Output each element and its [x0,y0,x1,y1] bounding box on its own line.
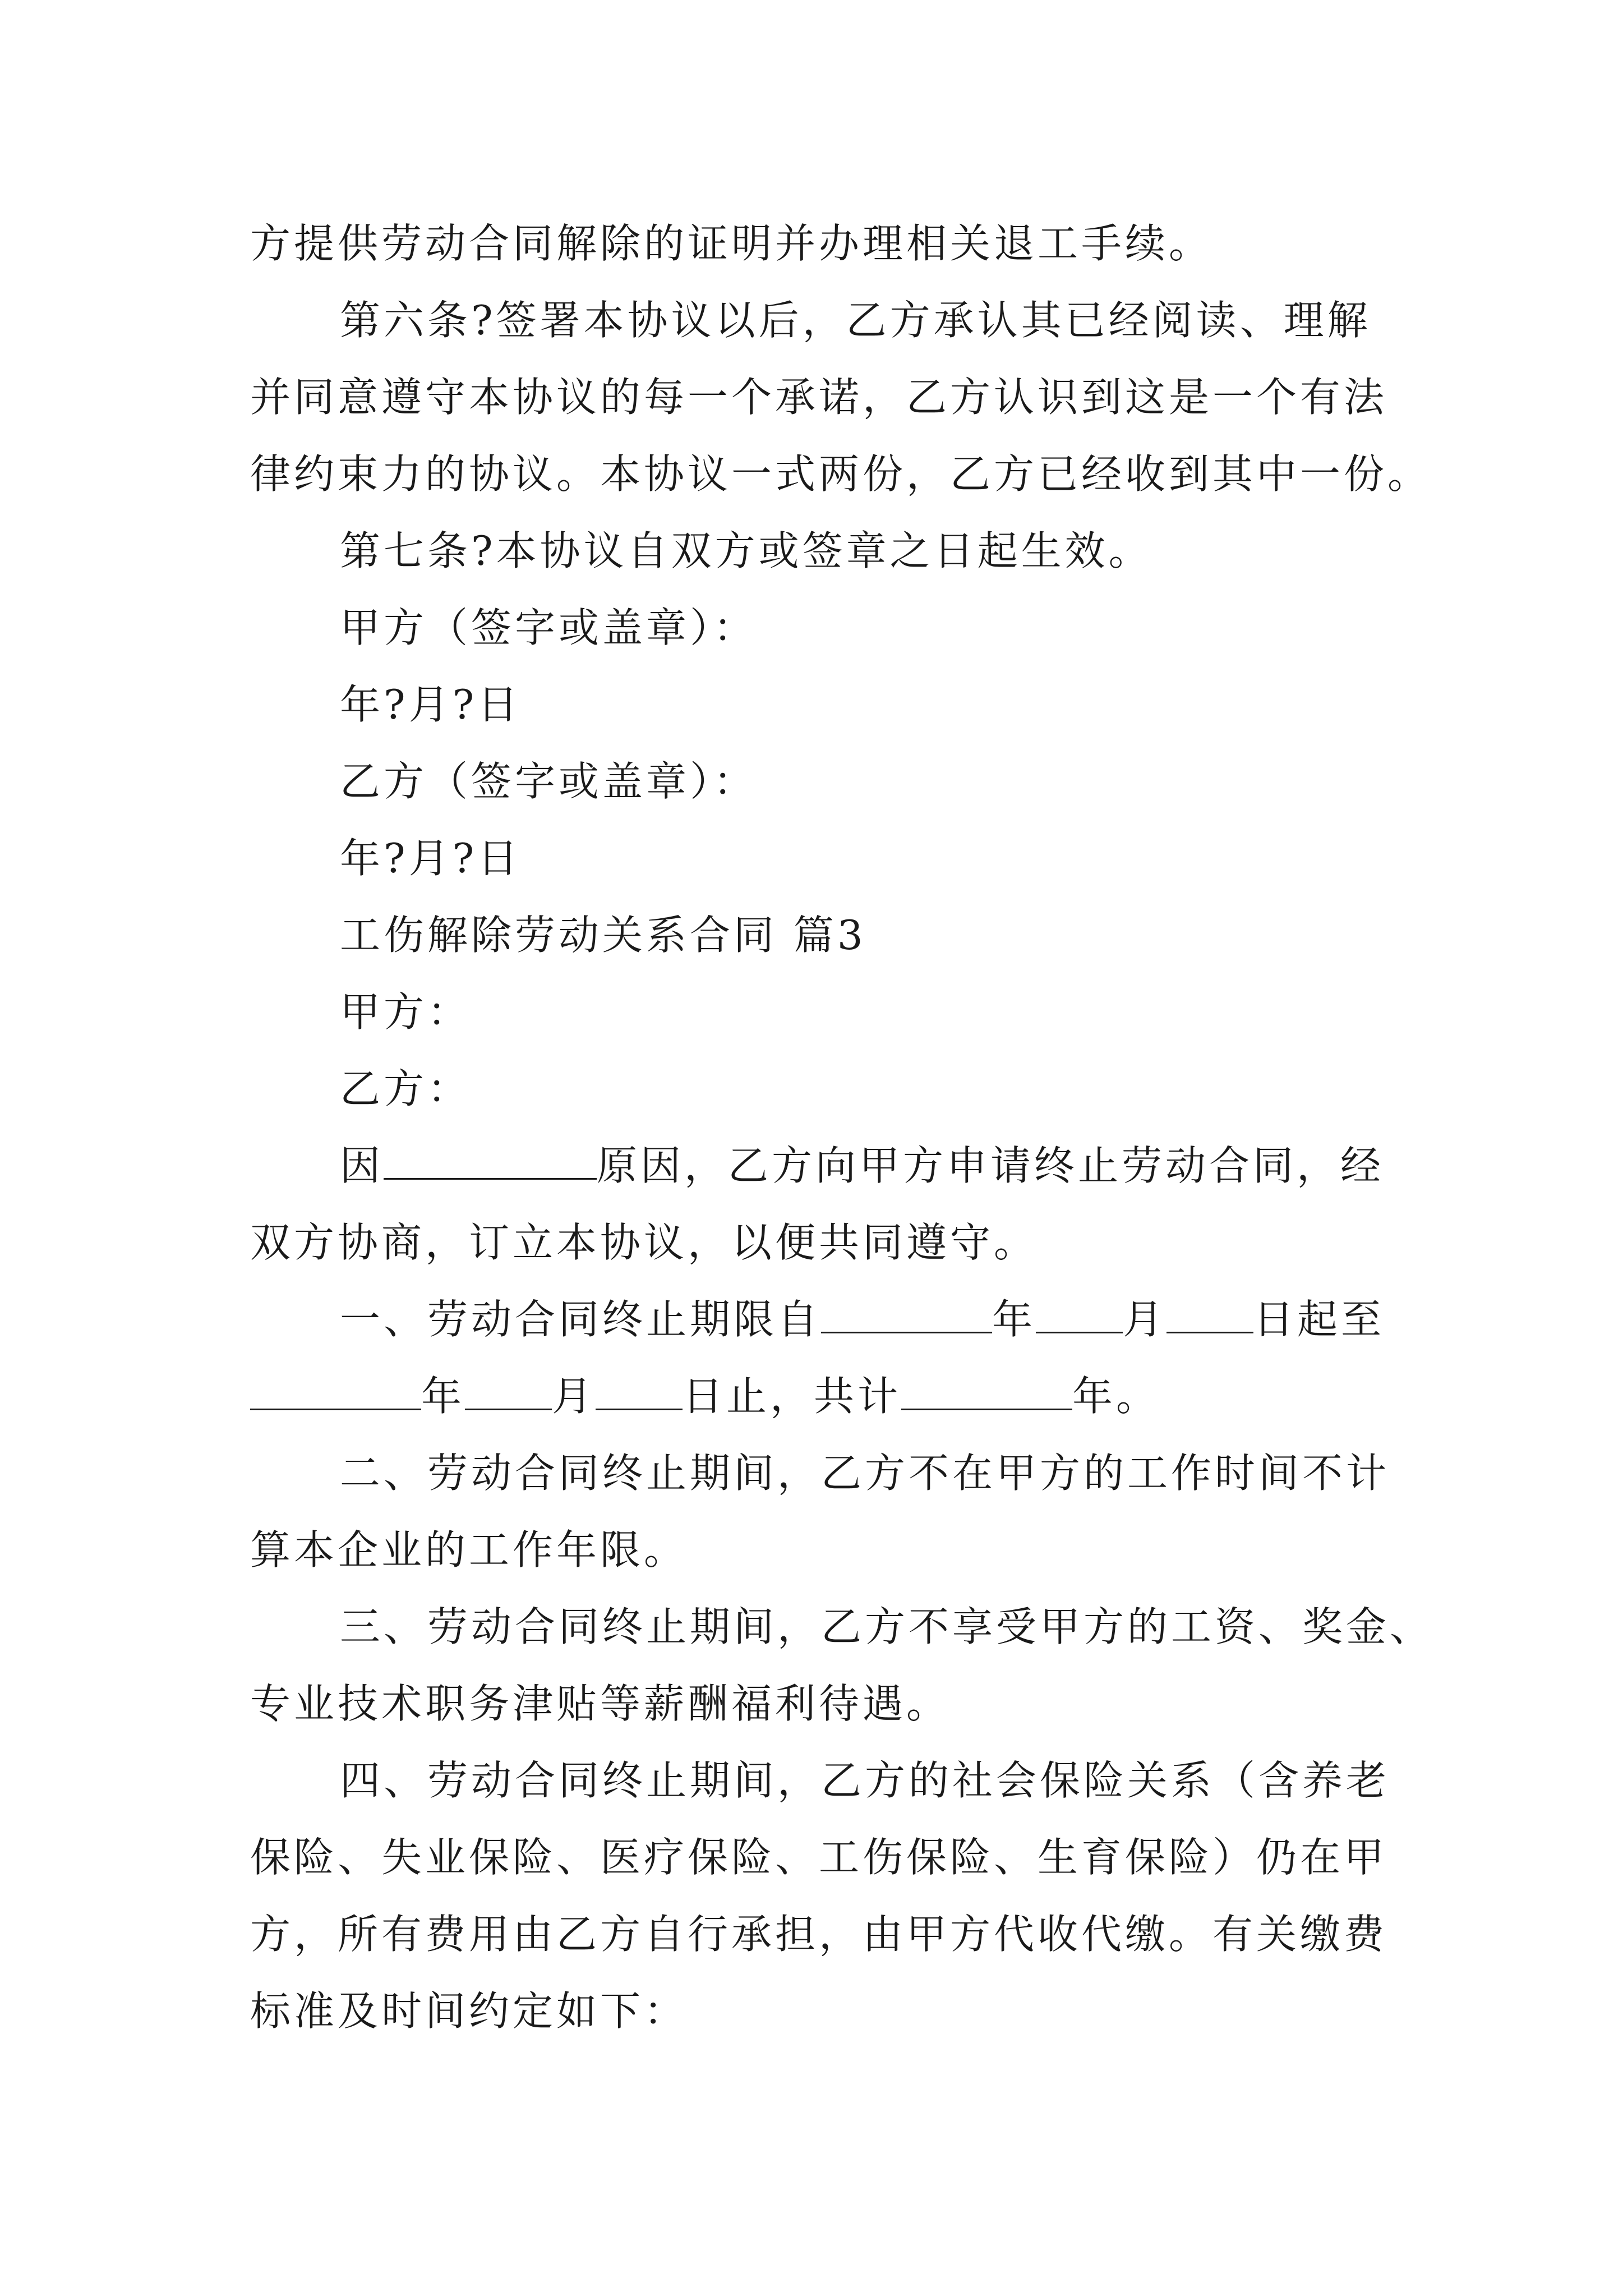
text-line: 方，所有费用由乙方自行承担，由甲方代收代缴。有关缴费 [250,1911,1388,1958]
document-body [250,205,1434,2050]
text-line: 方提供劳动合同解除的证明并办理相关退工手续。 [250,220,1213,267]
party-a-label: 甲方： [340,988,472,1036]
signature-label-party-a: 甲方（签字或盖章）： [340,604,758,651]
date-line-party-b: 年?月?日 [340,835,522,882]
end-year-blank [250,1375,421,1410]
text-line: 律约束力的协议。本协议一式两份，乙方已经收到其中一份。 [250,450,1432,498]
start-month-blank [1036,1298,1123,1333]
section-heading: 工伤解除劳动关系合同 篇3 [340,912,866,959]
text-line: 保险、失业保险、医疗保险、工伤保险、生育保险）仍在甲 [250,1834,1388,1881]
reason-suffix: 原因，乙方向甲方申请终止劳动合同，经 [597,1142,1385,1189]
text-line: 标准及时间约定如下： [250,1987,688,2035]
text-line: 三、劳动合同终止期间，乙方不享受甲方的工资、奖金、 [340,1603,1434,1650]
date-line-party-a: 年?月?日 [340,681,522,728]
text-line: 算本企业的工作年限。 [250,1526,688,1573]
signature-label-party-b: 乙方（签字或盖章）： [340,758,758,805]
text-line: 第七条?本协议自双方或签章之日起生效。 [340,527,1152,574]
end-day-blank [596,1375,683,1410]
clause-one-line-2: 年 月 日止，共计 年。 [250,1358,1394,1435]
total-years-blank [901,1375,1072,1410]
text-line: 专业技术职务津贴等薪酬福利待遇。 [250,1680,951,1727]
party-b-label: 乙方： [340,1065,472,1112]
reason-prefix: 因 [340,1142,384,1189]
text-line: 第六条?签署本协议以后，乙方承认其已经阅读、理解 [340,297,1371,344]
clause-one-line-1: 一、劳动合同终止期限自 年 月 日起至 [340,1296,1385,1343]
text-line: 双方协商，订立本协议，以便共同遵守。 [250,1219,1038,1266]
end-month-blank [465,1375,552,1410]
reason-blank [384,1144,597,1180]
start-day-blank [1166,1298,1253,1333]
reason-clause [250,1128,1394,1204]
text-line: 四、劳动合同终止期间，乙方的社会保险关系（含养老 [340,1757,1390,1804]
start-year-blank [821,1298,992,1333]
text-line: 二、劳动合同终止期间，乙方不在甲方的工作时间不计 [340,1450,1390,1497]
text-line: 并同意遵守本协议的每一个承诺，乙方认识到这是一个有法 [250,374,1388,421]
